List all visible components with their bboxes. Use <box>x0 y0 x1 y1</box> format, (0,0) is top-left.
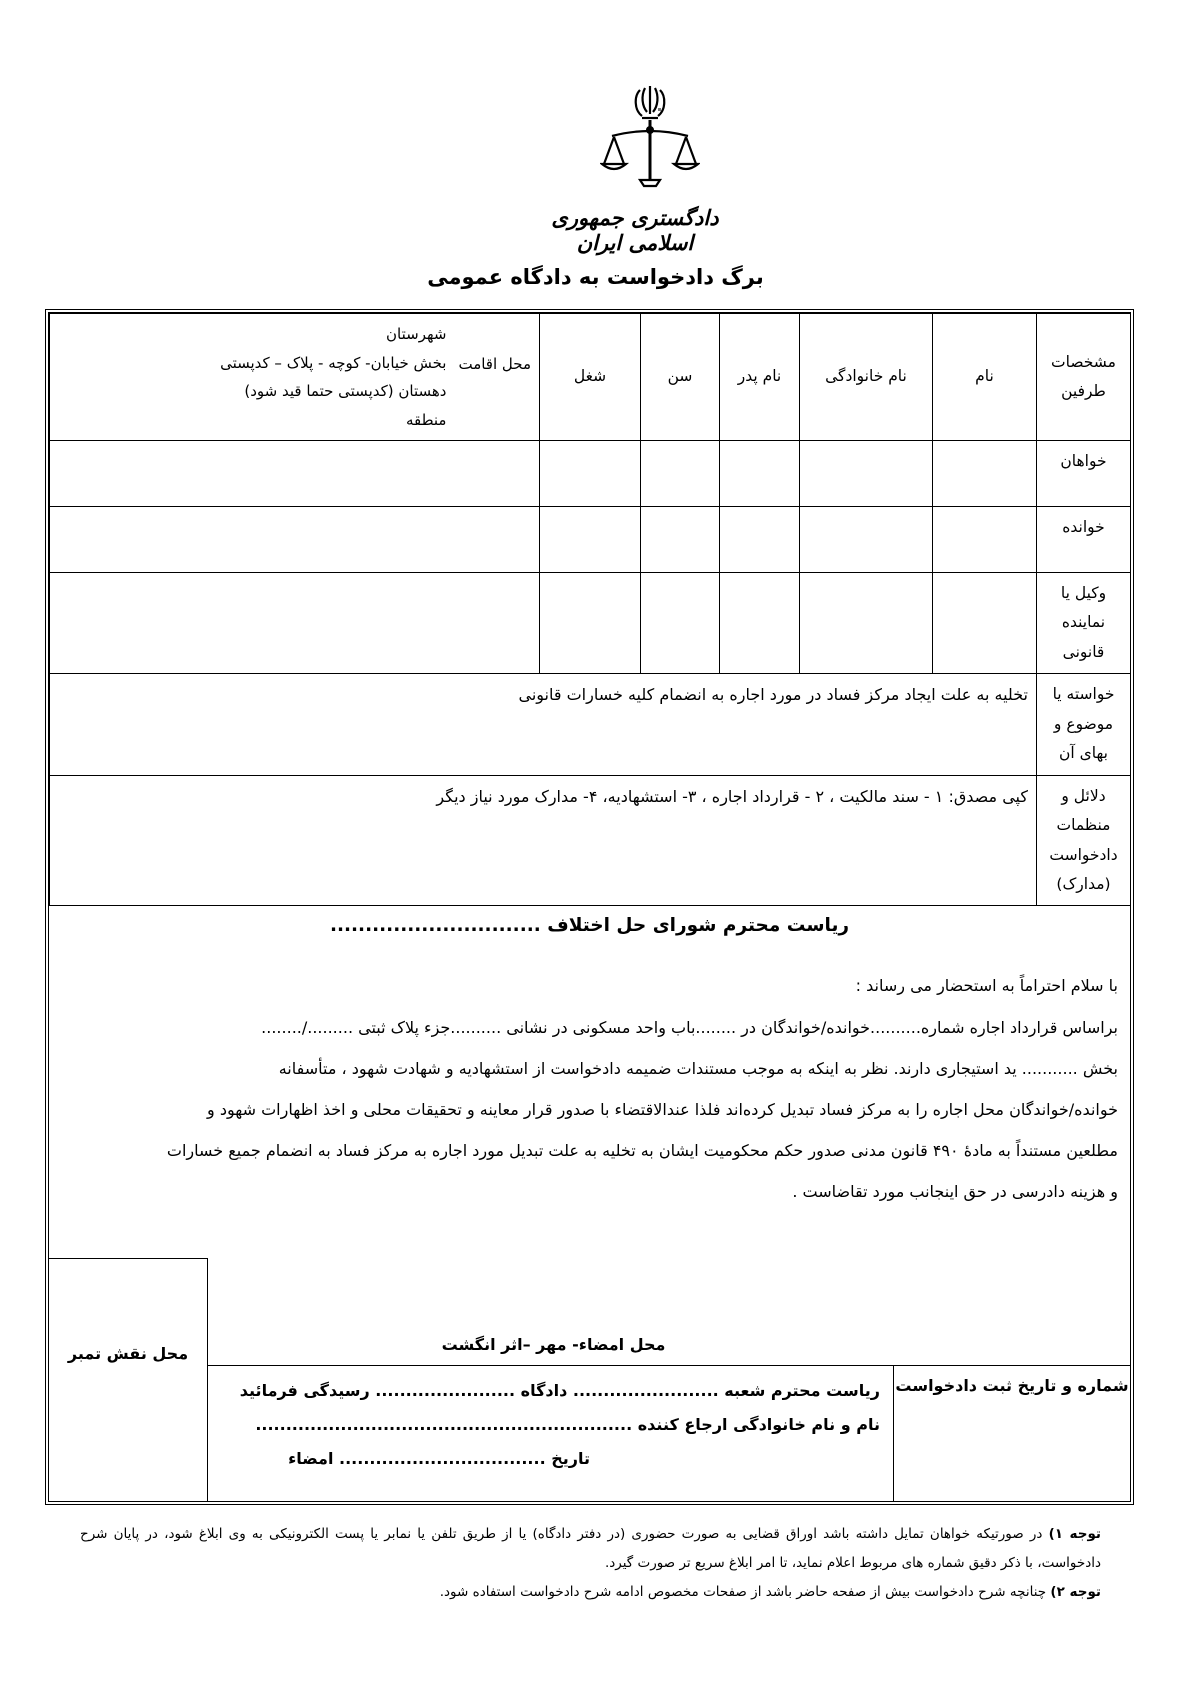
address-line-2: بخش خیابان- کوچه - پلاک – کدپستی <box>220 353 447 372</box>
registration-number-date[interactable]: شماره و تاریخ ثبت دادخواست <box>893 1366 1130 1501</box>
lawyer-age-cell[interactable] <box>641 573 720 674</box>
letter-line: براساس قرارداد اجاره شماره..........خوانده/خواندگان در ........باب واحد مسکونی در نشانی ..........جزء پلاک ثبتی ........./........ <box>261 1018 1118 1037</box>
table-row <box>50 441 1131 507</box>
table-row <box>50 775 1131 906</box>
table-header-row <box>50 314 1131 441</box>
col-job: شغل <box>540 314 641 441</box>
address-line-3: دهستان (کدپستی حتما قید شود) <box>244 382 447 400</box>
defendant-age-cell[interactable] <box>641 507 720 573</box>
plaintiff-address-cell[interactable] <box>50 441 540 507</box>
lawyer-family-cell[interactable] <box>800 573 933 674</box>
evidence-label: دلائل و منظمات دادخواست (مدارک) <box>1037 775 1131 906</box>
defendant-job-cell[interactable] <box>540 507 641 573</box>
col-residence <box>50 314 540 441</box>
evidence-value[interactable]: کپی مصدق: ۱ - سند مالکیت ، ۲ - قرارداد اجاره ، ۳- استشهادیه، ۴- مدارک مورد نیاز دیگر <box>50 775 1037 906</box>
stamp-box[interactable] <box>49 1258 208 1501</box>
claim-label: خواسته یا موضوع و بهای آن <box>1037 674 1131 775</box>
letter-salutation: ریاست محترم شورای حل اختلاف .............................. <box>329 915 850 936</box>
lawyer-father-cell[interactable] <box>720 573 800 674</box>
petition-letter <box>49 915 1130 1212</box>
iran-emblem-scales-of-justice-icon <box>600 82 700 202</box>
col-family: نام خانوادگی <box>800 314 933 441</box>
letter-line: خوانده/خواندگان محل اجاره را به مرکز فساد تبدیل کرده‌اند فلذا عندالاقتضاء با صدور قرار معاینه و تحقیقات محلی و اخذ اظهارات شهود و <box>207 1100 1118 1119</box>
note-2-text: چنانچه شرح دادخواست بیش از صفحه حاضر باشد از صفحات مخصوص ادامه شرح دادخواست استفاده شود. <box>439 1584 1047 1600</box>
table-row <box>50 674 1131 775</box>
plaintiff-name-cell[interactable] <box>933 441 1037 507</box>
col-age: سن <box>641 314 720 441</box>
form-title: برگ دادخواست به دادگاه عمومی <box>427 265 764 289</box>
note-2-label: توجه ۲) <box>1050 1584 1101 1600</box>
letter-body[interactable] <box>61 1007 1118 1212</box>
parties-table <box>49 313 1131 906</box>
claim-value[interactable]: تخلیه به علت ایجاد مرکز فساد در مورد اجاره به انضمام کلیه خسارات قانونی <box>50 674 1037 775</box>
address-line-1: شهرستان <box>386 325 447 343</box>
defendant-name-cell[interactable] <box>933 507 1037 573</box>
col-father: نام پدر <box>720 314 800 441</box>
defendant-address-cell[interactable] <box>50 507 540 573</box>
note-1 <box>80 1520 1101 1578</box>
plaintiff-father-cell[interactable] <box>720 441 800 507</box>
table-row <box>50 507 1131 573</box>
row-lawyer-label: وکیل یا نماینده قانونی <box>1037 573 1131 674</box>
signature-section <box>49 1259 1130 1501</box>
residence-label: محل اقامت <box>458 355 531 373</box>
row-defendant-label: خوانده <box>1037 507 1131 573</box>
plaintiff-family-cell[interactable] <box>800 441 933 507</box>
plaintiff-age-cell[interactable] <box>641 441 720 507</box>
referral-line-2: نام و نام خانوادگی ارجاع کننده .............................................................. <box>255 1415 880 1434</box>
col-name: نام <box>933 314 1037 441</box>
lawyer-job-cell[interactable] <box>540 573 641 674</box>
defendant-family-cell[interactable] <box>800 507 933 573</box>
address-line-4: منطقه <box>405 410 447 429</box>
letter-greeting: با سلام احتراماً به استحضار می رساند : <box>855 976 1118 995</box>
referral-block[interactable] <box>219 1374 880 1476</box>
registration-row <box>207 1365 1130 1501</box>
form-notes <box>80 1520 1101 1607</box>
lawyer-address-cell[interactable] <box>50 573 540 674</box>
judiciary-calligraphy: دادگستری جمهوری اسلامی ایران <box>551 205 719 255</box>
col-parties: مشخصات طرفین <box>1037 314 1131 441</box>
stamp-label: محل نقش تمبر <box>67 1344 189 1363</box>
letter-line: مطلعین مستنداً به مادۀ ۴۹۰ قانون مدنی صدور حکم محکومیت ایشان به تخلیه به علت تبدیل مورد اجاره به مرکز فساد به انضمام جمیع خسارات <box>166 1141 1118 1160</box>
note-1-text: در صورتیکه خواهان تمایل داشته باشد اوراق قضایی به صورت حضوری (در دفتر دادگاه) یا از طریق تلفن یا نمابر یا پست الکترونیکی به وی ابلاغ شود، در پایان شرح دادخواست، با ذکر دقیق شماره های مربوط اعلام نماید، تا امر ابلاغ سریع تر صورت گیرد. <box>80 1526 1101 1571</box>
row-plaintiff-label: خواهان <box>1037 441 1131 507</box>
note-2 <box>80 1578 1101 1607</box>
letter-line: بخش ........... ید استیجاری دارند. نظر به اینکه به موجب مستندات ضمیمه دادخواست از استشهادیه و شهادت شهود ، متأسفانه <box>278 1059 1118 1078</box>
referral-line-1: ریاست محترم شعبه ........................ دادگاه ....................... رسیدگی فرمائید <box>239 1381 880 1400</box>
letter-line: و هزینه دادرسی در حق اینجانب مورد تقاضاست . <box>792 1182 1118 1201</box>
defendant-father-cell[interactable] <box>720 507 800 573</box>
note-1-label: توجه ۱) <box>1048 1526 1101 1542</box>
lawyer-name-cell[interactable] <box>933 573 1037 674</box>
petition-form <box>45 309 1134 1505</box>
referral-line-3: تاریخ .................................. امضاء <box>288 1449 590 1468</box>
plaintiff-job-cell[interactable] <box>540 441 641 507</box>
table-row <box>50 573 1131 674</box>
signature-label: محل امضاء- مهر –اثر انگشت <box>441 1335 666 1354</box>
